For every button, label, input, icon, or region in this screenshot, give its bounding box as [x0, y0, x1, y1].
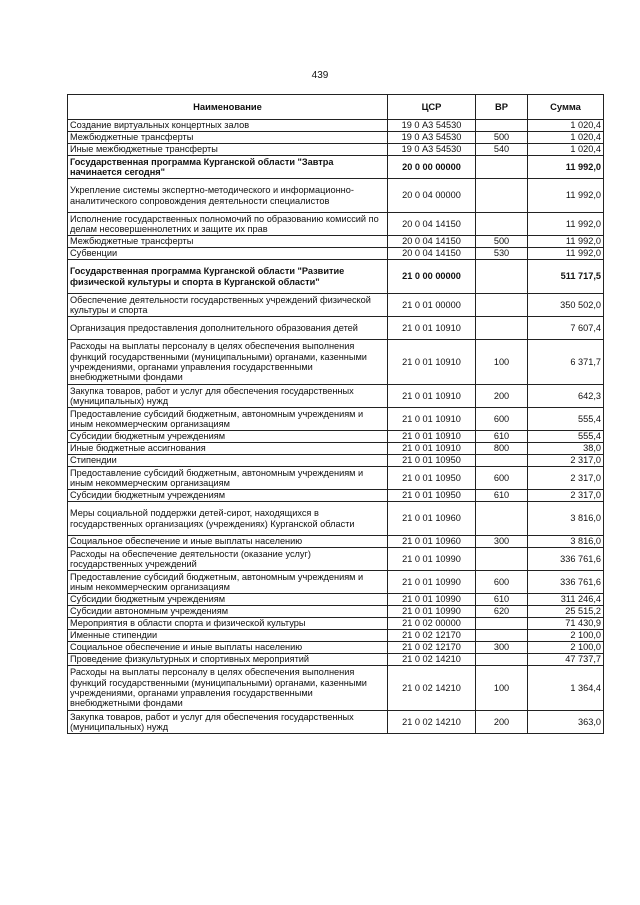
cell-name: Предоставление субсидий бюджетным, автономным учреждениям и иным некоммерческим организациям — [68, 408, 388, 431]
table-row — [68, 408, 604, 431]
cell-name: Субсидии бюджетным учреждениям — [68, 594, 388, 606]
table-row — [68, 548, 604, 571]
cell-vr: 540 — [476, 144, 528, 156]
cell-vr — [476, 294, 528, 317]
cell-sum: 336 761,6 — [528, 548, 604, 571]
cell-csr: 21 0 02 14210 — [388, 666, 476, 711]
cell-sum: 511 717,5 — [528, 260, 604, 294]
table-row — [68, 340, 604, 385]
cell-name: Проведение физкультурных и спортивных мероприятий — [68, 654, 388, 666]
table-row — [68, 431, 604, 443]
cell-csr: 19 0 А3 54530 — [388, 132, 476, 144]
cell-csr: 20 0 00 00000 — [388, 156, 476, 179]
cell-vr: 600 — [476, 571, 528, 594]
cell-name: Расходы на обеспечение деятельности (оказание услуг) государственных учреждений — [68, 548, 388, 571]
cell-sum: 1 364,4 — [528, 666, 604, 711]
table-row — [68, 502, 604, 536]
cell-sum: 6 371,7 — [528, 340, 604, 385]
cell-name: Расходы на выплаты персоналу в целях обеспечения выполнения функций государственными (муниципальными) органами, казенными учреждениями, органами управления государственными внебюджетными фондами — [68, 340, 388, 385]
cell-vr: 200 — [476, 385, 528, 408]
cell-csr: 21 0 02 14210 — [388, 711, 476, 734]
cell-csr: 20 0 04 00000 — [388, 179, 476, 213]
cell-sum: 350 502,0 — [528, 294, 604, 317]
cell-name: Предоставление субсидий бюджетным, автономным учреждениям и иным некоммерческим организациям — [68, 571, 388, 594]
cell-name: Межбюджетные трансферты — [68, 236, 388, 248]
cell-sum: 555,4 — [528, 408, 604, 431]
cell-csr: 21 0 01 10950 — [388, 467, 476, 490]
cell-vr: 800 — [476, 443, 528, 455]
cell-csr: 21 0 02 00000 — [388, 618, 476, 630]
cell-sum: 3 816,0 — [528, 502, 604, 536]
cell-vr — [476, 317, 528, 340]
cell-sum: 3 816,0 — [528, 536, 604, 548]
cell-vr: 610 — [476, 490, 528, 502]
table-row — [68, 571, 604, 594]
cell-csr: 21 0 01 10910 — [388, 317, 476, 340]
table-header-row — [68, 95, 604, 120]
cell-sum: 2 100,0 — [528, 630, 604, 642]
cell-name: Предоставление субсидий бюджетным, автономным учреждениям и иным некоммерческим организациям — [68, 467, 388, 490]
header-sum: Сумма — [528, 95, 604, 120]
cell-vr: 620 — [476, 606, 528, 618]
table-row — [68, 260, 604, 294]
cell-sum: 38,0 — [528, 443, 604, 455]
cell-vr — [476, 213, 528, 236]
cell-csr: 19 0 А3 54530 — [388, 120, 476, 132]
cell-csr: 21 0 01 10910 — [388, 431, 476, 443]
table-row — [68, 132, 604, 144]
cell-name: Закупка товаров, работ и услуг для обеспечения государственных (муниципальных) нужд — [68, 711, 388, 734]
cell-name: Субсидии бюджетным учреждениям — [68, 490, 388, 502]
cell-name: Социальное обеспечение и иные выплаты населению — [68, 642, 388, 654]
cell-csr: 21 0 01 10910 — [388, 443, 476, 455]
cell-sum: 336 761,6 — [528, 571, 604, 594]
cell-vr — [476, 120, 528, 132]
cell-sum: 11 992,0 — [528, 236, 604, 248]
cell-csr: 21 0 01 10990 — [388, 594, 476, 606]
cell-name: Межбюджетные трансферты — [68, 132, 388, 144]
cell-sum: 1 020,4 — [528, 120, 604, 132]
table-row — [68, 144, 604, 156]
cell-sum: 71 430,9 — [528, 618, 604, 630]
table-row — [68, 248, 604, 260]
table-body — [68, 120, 604, 734]
cell-name: Расходы на выплаты персоналу в целях обеспечения выполнения функций государственными (муниципальными) органами, казенными учреждениями, органами управления государственными внебюджетными фондами — [68, 666, 388, 711]
cell-vr: 200 — [476, 711, 528, 734]
cell-vr: 600 — [476, 408, 528, 431]
table-row — [68, 443, 604, 455]
cell-vr: 500 — [476, 132, 528, 144]
table-row — [68, 536, 604, 548]
cell-csr: 21 0 00 00000 — [388, 260, 476, 294]
cell-sum: 47 737,7 — [528, 654, 604, 666]
cell-csr: 21 0 01 10960 — [388, 502, 476, 536]
cell-name: Иные межбюджетные трансферты — [68, 144, 388, 156]
cell-csr: 21 0 01 10950 — [388, 455, 476, 467]
cell-name: Исполнение государственных полномочий по образованию комиссий по делам несовершеннолетних и защите их прав — [68, 213, 388, 236]
cell-name: Меры социальной поддержки детей-сирот, находящихся в государственных организациях (учреждениях) Курганской области — [68, 502, 388, 536]
table-row — [68, 120, 604, 132]
cell-name: Укрепление системы экспертно-методического и информационно-аналитического сопровождения деятельности специалистов — [68, 179, 388, 213]
cell-sum: 1 020,4 — [528, 132, 604, 144]
cell-csr: 20 0 04 14150 — [388, 248, 476, 260]
cell-name: Мероприятия в области спорта и физической культуры — [68, 618, 388, 630]
cell-sum: 2 317,0 — [528, 490, 604, 502]
cell-csr: 21 0 02 12170 — [388, 630, 476, 642]
cell-name: Субсидии бюджетным учреждениям — [68, 431, 388, 443]
cell-csr: 21 0 01 00000 — [388, 294, 476, 317]
cell-name: Субсидии автономным учреждениям — [68, 606, 388, 618]
cell-sum: 1 020,4 — [528, 144, 604, 156]
cell-vr — [476, 654, 528, 666]
cell-vr — [476, 618, 528, 630]
cell-vr — [476, 548, 528, 571]
cell-vr — [476, 179, 528, 213]
cell-name: Субвенции — [68, 248, 388, 260]
cell-csr: 21 0 01 10990 — [388, 606, 476, 618]
cell-vr: 300 — [476, 642, 528, 654]
cell-vr: 610 — [476, 431, 528, 443]
cell-sum: 11 992,0 — [528, 248, 604, 260]
table-row — [68, 179, 604, 213]
table-row — [68, 317, 604, 340]
cell-vr: 300 — [476, 536, 528, 548]
cell-name: Создание виртуальных концертных залов — [68, 120, 388, 132]
cell-csr: 20 0 04 14150 — [388, 213, 476, 236]
cell-vr — [476, 502, 528, 536]
cell-name: Организация предоставления дополнительного образования детей — [68, 317, 388, 340]
table-row — [68, 467, 604, 490]
cell-csr: 21 0 02 12170 — [388, 642, 476, 654]
cell-name: Закупка товаров, работ и услуг для обеспечения государственных (муниципальных) нужд — [68, 385, 388, 408]
table-row — [68, 455, 604, 467]
table-row — [68, 654, 604, 666]
cell-vr: 500 — [476, 236, 528, 248]
cell-vr — [476, 455, 528, 467]
cell-name: Иные бюджетные ассигнования — [68, 443, 388, 455]
cell-csr: 21 0 01 10910 — [388, 408, 476, 431]
budget-table — [67, 94, 604, 734]
cell-name: Обеспечение деятельности государственных учреждений физической культуры и спорта — [68, 294, 388, 317]
cell-csr: 21 0 01 10960 — [388, 536, 476, 548]
cell-sum: 2 317,0 — [528, 467, 604, 490]
cell-sum: 311 246,4 — [528, 594, 604, 606]
table-row — [68, 666, 604, 711]
cell-csr: 20 0 04 14150 — [388, 236, 476, 248]
cell-csr: 19 0 А3 54530 — [388, 144, 476, 156]
cell-name: Социальное обеспечение и иные выплаты населению — [68, 536, 388, 548]
table-row — [68, 156, 604, 179]
cell-vr — [476, 260, 528, 294]
table-row — [68, 618, 604, 630]
cell-vr — [476, 630, 528, 642]
header-vr: ВР — [476, 95, 528, 120]
cell-csr: 21 0 02 14210 — [388, 654, 476, 666]
cell-vr: 100 — [476, 340, 528, 385]
cell-sum: 7 607,4 — [528, 317, 604, 340]
cell-csr: 21 0 01 10910 — [388, 385, 476, 408]
cell-sum: 363,0 — [528, 711, 604, 734]
cell-vr: 100 — [476, 666, 528, 711]
cell-name: Именные стипендии — [68, 630, 388, 642]
table-row — [68, 236, 604, 248]
table-row — [68, 490, 604, 502]
cell-name: Стипендии — [68, 455, 388, 467]
cell-csr: 21 0 01 10910 — [388, 340, 476, 385]
table-row — [68, 630, 604, 642]
page-number: 439 — [311, 70, 329, 81]
table-row — [68, 213, 604, 236]
cell-name: Государственная программа Курганской области "Завтра начинается сегодня" — [68, 156, 388, 179]
cell-sum: 25 515,2 — [528, 606, 604, 618]
table-row — [68, 711, 604, 734]
cell-vr: 610 — [476, 594, 528, 606]
cell-vr: 530 — [476, 248, 528, 260]
table-row — [68, 606, 604, 618]
cell-sum: 2 317,0 — [528, 455, 604, 467]
header-csr: ЦСР — [388, 95, 476, 120]
cell-csr: 21 0 01 10950 — [388, 490, 476, 502]
cell-sum: 2 100,0 — [528, 642, 604, 654]
header-name: Наименование — [68, 95, 388, 120]
cell-name: Государственная программа Курганской области "Развитие физической культуры и спорта в Курганской области" — [68, 260, 388, 294]
cell-csr: 21 0 01 10990 — [388, 571, 476, 594]
cell-vr — [476, 156, 528, 179]
cell-vr: 600 — [476, 467, 528, 490]
table-row — [68, 594, 604, 606]
cell-sum: 11 992,0 — [528, 179, 604, 213]
table-row — [68, 294, 604, 317]
table-row — [68, 385, 604, 408]
cell-sum: 11 992,0 — [528, 213, 604, 236]
cell-sum: 11 992,0 — [528, 156, 604, 179]
cell-sum: 642,3 — [528, 385, 604, 408]
cell-sum: 555,4 — [528, 431, 604, 443]
table-row — [68, 642, 604, 654]
cell-csr: 21 0 01 10990 — [388, 548, 476, 571]
